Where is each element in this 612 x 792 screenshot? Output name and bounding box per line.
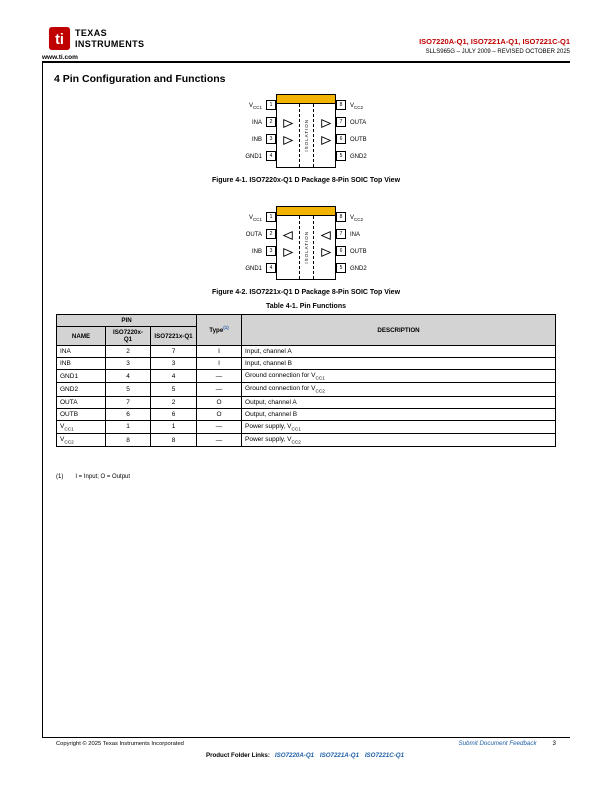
- header-rule: [42, 61, 570, 63]
- pin-iso7220-cell: 7: [106, 396, 151, 408]
- copyright-notice: Copyright © 2025 Texas Instruments Incorporated: [56, 741, 184, 747]
- ti-logo-wordmark: [75, 26, 144, 51]
- isolation-barrier: [299, 104, 314, 167]
- pin-type-cell: O: [197, 408, 242, 420]
- product-links: [273, 752, 406, 759]
- name-header: NAME: [57, 327, 106, 346]
- pin-label: OUTA: [350, 119, 367, 126]
- pin-description-cell: Input, channel A: [242, 346, 556, 358]
- pin-iso7220-cell: 1: [106, 420, 151, 433]
- pin-label: OUTB: [350, 136, 367, 143]
- pin-number-box: 6: [336, 246, 346, 256]
- pin-iso7220-cell: 8: [106, 433, 151, 446]
- soic-package-drawing: [206, 206, 406, 280]
- pin-number-box: 8: [336, 100, 346, 110]
- pin-iso7220-cell: 4: [106, 370, 151, 383]
- pin-type-cell: —: [197, 383, 242, 396]
- pin-number-box: 4: [266, 263, 276, 273]
- pin-type-cell: —: [197, 433, 242, 446]
- pin-type-cell: —: [197, 370, 242, 383]
- isolation-label: ISOLATION: [304, 119, 309, 152]
- pin-iso7220-cell: 2: [106, 346, 151, 358]
- pin-label: GND1: [245, 153, 262, 160]
- footnote-number: (1): [56, 474, 64, 480]
- pin-iso7220-cell: 6: [106, 408, 151, 420]
- pin-iso7221-cell: 1: [151, 420, 197, 433]
- pin-iso7221-cell: 2: [151, 396, 197, 408]
- figure-4-1-drawing: [0, 94, 612, 168]
- pin-name-cell: OUTB: [57, 408, 106, 420]
- pin-type-cell: O: [197, 396, 242, 408]
- buffer-triangle-right: [321, 119, 331, 128]
- type-header-label: Type: [209, 327, 224, 335]
- figure-4-2-drawing: [0, 206, 612, 280]
- table-title: Table 4-1. Pin Functions: [266, 303, 346, 310]
- pin-label: $V_{CC2}$: [350, 214, 364, 222]
- pin-label: INB: [251, 248, 262, 255]
- pin-name-cell: OUTA: [57, 396, 106, 408]
- type-header: [197, 315, 242, 346]
- table-row: [57, 370, 556, 383]
- pin-number-box: 1: [266, 100, 276, 110]
- pin-description-cell: Output, channel B: [242, 408, 556, 420]
- package-body: [276, 206, 336, 280]
- pin-type-cell: —: [197, 420, 242, 433]
- pin-group-header: PIN: [57, 315, 197, 327]
- package-top-strip: [277, 207, 335, 216]
- buffer-triangle-right: [321, 248, 331, 257]
- pin-name-cell: INA: [57, 346, 106, 358]
- pin-description-cell: Output, channel A: [242, 396, 556, 408]
- pin-label: GND2: [350, 265, 367, 272]
- submit-feedback-link[interactable]: Submit Document Feedback: [458, 740, 537, 747]
- product-links-label: Product Folder Links:: [205, 752, 270, 759]
- section-title: 4 Pin Configuration and Functions: [54, 73, 226, 85]
- table-footnote: [56, 474, 130, 480]
- product-links-line: [0, 752, 612, 759]
- page-number: 3: [552, 740, 556, 747]
- pin-label: $V_{CC2}$: [350, 102, 364, 110]
- iso7221-column-header: ISO7221x-Q1: [151, 327, 197, 346]
- pin-number-box: 5: [336, 151, 346, 161]
- pin-name-cell: GND1: [57, 370, 106, 383]
- pin-number-box: 8: [336, 212, 346, 222]
- product-folder-link[interactable]: ISO7220A-Q1: [274, 752, 315, 759]
- pin-label: OUTB: [350, 248, 367, 255]
- pin-iso7221-cell: 4: [151, 370, 197, 383]
- pin-iso7220-cell: 3: [106, 358, 151, 370]
- pin-description-cell: Input, channel B: [242, 358, 556, 370]
- table-row: [57, 408, 556, 420]
- pin-number-box: 1: [266, 212, 276, 222]
- table-row: [57, 346, 556, 358]
- package-top-strip: [277, 95, 335, 104]
- pin-number-box: 3: [266, 134, 276, 144]
- pin-functions-section: [56, 303, 556, 447]
- pin-label: $V_{CC1}$: [248, 102, 262, 110]
- table-header-row-1: [57, 315, 556, 327]
- pin-number-box: 3: [266, 246, 276, 256]
- pin-name-cell: GND2: [57, 383, 106, 396]
- table-row: [57, 433, 556, 446]
- pin-number-box: 2: [266, 229, 276, 239]
- pin-number-box: 7: [336, 229, 346, 239]
- table-row: [57, 358, 556, 370]
- pin-type-cell: I: [197, 358, 242, 370]
- product-folder-link[interactable]: ISO7221A-Q1: [319, 752, 360, 759]
- buffer-triangle-right: [283, 248, 293, 257]
- pin-number-box: 5: [336, 263, 346, 273]
- soic-package-drawing: [206, 94, 406, 168]
- revision-line: SLLS965G – JULY 2009 – REVISED OCTOBER 2025: [425, 49, 570, 55]
- pin-type-cell: I: [197, 346, 242, 358]
- ti-logo: [48, 26, 144, 51]
- pin-iso7221-cell: 5: [151, 383, 197, 396]
- pin-label: INA: [251, 119, 262, 126]
- description-header: DESCRIPTION: [242, 315, 556, 346]
- footnote-text: I = Input; O = Output: [75, 474, 131, 480]
- pin-label: INB: [251, 136, 262, 143]
- table-row: [57, 383, 556, 396]
- pin-functions-table: [56, 314, 556, 447]
- pin-name-cell: $V_{CC1}$: [57, 420, 106, 433]
- buffer-triangle-left: [321, 231, 331, 240]
- logo-line-instruments: INSTRUMENTS: [75, 39, 145, 49]
- pin-description-cell: Power supply, $V_{CC2}$: [242, 433, 556, 446]
- isolation-barrier: [299, 216, 314, 279]
- pin-number-box: 2: [266, 117, 276, 127]
- pin-number-box: 6: [336, 134, 346, 144]
- pin-iso7221-cell: 3: [151, 358, 197, 370]
- svg-text:ti: ti: [55, 31, 64, 48]
- pin-number-box: 7: [336, 117, 346, 127]
- ti-logo-icon: [48, 26, 71, 51]
- product-folder-link[interactable]: ISO7221C-Q1: [364, 752, 405, 759]
- pin-table-body: [57, 346, 556, 447]
- pin-iso7221-cell: 8: [151, 433, 197, 446]
- pin-label: GND1: [245, 265, 262, 272]
- table-row: [57, 396, 556, 408]
- buffer-triangle-right: [283, 119, 293, 128]
- buffer-triangle-right: [321, 136, 331, 145]
- pin-description-cell: Power supply, $V_{CC1}$: [242, 420, 556, 433]
- package-body: [276, 94, 336, 168]
- buffer-triangle-right: [283, 136, 293, 145]
- pin-label: INA: [350, 231, 361, 238]
- logo-line-texas: TEXAS: [75, 28, 108, 38]
- table-row: [57, 420, 556, 433]
- pin-description-cell: Ground connection for $V_{CC2}$: [242, 383, 556, 396]
- pin-name-cell: $V_{CC2}$: [57, 433, 106, 446]
- pin-label: GND2: [350, 153, 367, 160]
- figure-4-2: [0, 206, 612, 296]
- figure-4-2-caption: Figure 4-2. ISO7221x-Q1 D Package 8-Pin SOIC Top View: [211, 289, 401, 296]
- pin-name-cell: INB: [57, 358, 106, 370]
- pin-label: $V_{CC1}$: [248, 214, 262, 222]
- pin-label: OUTA: [245, 231, 262, 238]
- isolation-label: ISOLATION: [304, 231, 309, 264]
- part-numbers: ISO7220A-Q1, ISO7221A-Q1, ISO7221C-Q1: [419, 37, 570, 46]
- ti-website-link[interactable]: www.ti.com: [42, 54, 78, 61]
- pin-iso7221-cell: 6: [151, 408, 197, 420]
- pin-description-cell: Ground connection for $V_{CC1}$: [242, 370, 556, 383]
- figure-4-1: [0, 94, 612, 184]
- pin-iso7221-cell: 7: [151, 346, 197, 358]
- pin-iso7220-cell: 5: [106, 383, 151, 396]
- type-footnote-ref: (1): [223, 325, 229, 331]
- iso7220-column-header: ISO7220x-Q1: [106, 327, 151, 346]
- footer-rule: [42, 737, 570, 738]
- buffer-triangle-left: [283, 231, 293, 240]
- footer-right: [458, 740, 556, 747]
- pin-number-box: 4: [266, 151, 276, 161]
- figure-4-1-caption: Figure 4-1. ISO7220x-Q1 D Package 8-Pin SOIC Top View: [211, 177, 401, 184]
